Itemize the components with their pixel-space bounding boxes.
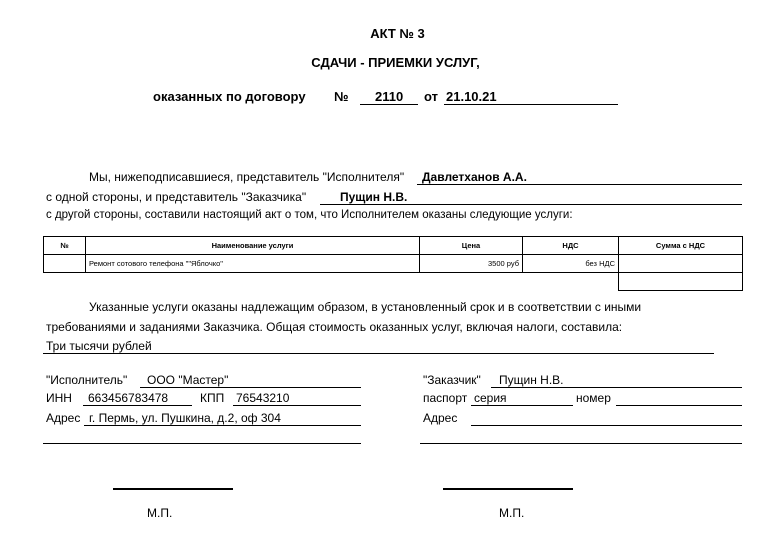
col-header-vat: НДС bbox=[523, 237, 619, 255]
col-header-number: № bbox=[44, 237, 86, 255]
series-label: серия bbox=[474, 391, 507, 405]
cell-grand-total bbox=[619, 273, 743, 291]
contract-date-underline bbox=[444, 104, 618, 105]
inn-underline bbox=[83, 405, 192, 406]
kpp-value: 76543210 bbox=[236, 391, 290, 405]
executor-name: ООО "Мастер" bbox=[147, 373, 229, 387]
passport-label: паспорт bbox=[423, 391, 468, 405]
passport-number-underline bbox=[616, 405, 742, 406]
executor-label: "Исполнитель" bbox=[46, 373, 128, 387]
executor-address-label: Адрес bbox=[46, 411, 81, 425]
executor-address-underline bbox=[84, 425, 361, 426]
intro-line-2: с одной стороны, и представитель "Заказчика" bbox=[46, 190, 307, 204]
cell-service-name: Ремонт сотового телефона ""Яблочко" bbox=[86, 255, 420, 273]
col-header-price: Цена bbox=[420, 237, 523, 255]
customer-stamp-label: М.П. bbox=[499, 506, 525, 520]
cell-price: 3500 руб bbox=[420, 255, 523, 273]
executor-address: г. Пермь, ул. Пушкина, д.2, оф 304 bbox=[89, 411, 281, 425]
contract-number-underline bbox=[360, 104, 418, 105]
customer-address-label: Адрес bbox=[423, 411, 458, 425]
cell-total bbox=[619, 255, 743, 273]
customer-name: Пущин Н.В. bbox=[499, 373, 564, 387]
customer-extra-line bbox=[420, 443, 742, 444]
customer-rep-underline bbox=[320, 204, 742, 205]
kpp-underline bbox=[233, 405, 361, 406]
executor-extra-line bbox=[43, 443, 361, 444]
act-subtitle: СДАЧИ - ПРИЕМКИ УСЛУГ, bbox=[311, 55, 480, 70]
table-header-row bbox=[44, 237, 743, 255]
executor-representative: Давлетханов А.А. bbox=[422, 170, 527, 184]
number-label: номер bbox=[576, 391, 611, 405]
intro-line-3: с другой стороны, составили настоящий акт о том, что Исполнителем оказаны следующие услуги: bbox=[46, 209, 573, 221]
executor-stamp-label: М.П. bbox=[147, 506, 173, 520]
customer-label: "Заказчик" bbox=[423, 373, 481, 387]
customer-signature-line bbox=[443, 488, 573, 490]
summary-line-1: Указанные услуги оказаны надлежащим образом, в установленный срок и в соответствии с иными bbox=[89, 300, 642, 314]
customer-representative: Пущин Н.В. bbox=[340, 190, 408, 204]
table-total-row bbox=[44, 273, 743, 291]
customer-address-underline bbox=[471, 425, 742, 426]
cell-vat: без НДС bbox=[523, 255, 619, 273]
contract-date: 21.10.21 bbox=[446, 89, 497, 104]
services-table bbox=[43, 236, 743, 291]
executor-rep-underline bbox=[417, 184, 742, 185]
executor-name-underline bbox=[140, 387, 361, 388]
inn-label: ИНН bbox=[46, 391, 72, 405]
table-row bbox=[44, 255, 743, 273]
date-prefix: от bbox=[424, 89, 438, 104]
series-underline bbox=[471, 405, 573, 406]
col-header-total-with-vat: Сумма с НДС bbox=[619, 237, 743, 255]
cell-number bbox=[44, 255, 86, 273]
number-sign: № bbox=[334, 89, 349, 104]
executor-signature-line bbox=[113, 488, 233, 490]
summary-line-2: требованиями и заданиями Заказчика. Общая стоимость оказанных услуг, включая налоги, составила: bbox=[46, 320, 623, 334]
intro-line-1: Мы, нижеподписавшиеся, представитель "Исполнителя" bbox=[89, 170, 405, 184]
act-title: АКТ № 3 bbox=[370, 26, 425, 41]
customer-name-underline bbox=[491, 387, 742, 388]
amount-underline bbox=[43, 353, 714, 354]
contract-prefix: оказанных по договору bbox=[153, 89, 306, 104]
kpp-label: КПП bbox=[200, 391, 225, 405]
amount-in-words: Три тысячи рублей bbox=[46, 339, 152, 353]
contract-number: 2110 bbox=[375, 89, 404, 104]
col-header-service-name: Наименование услуги bbox=[86, 237, 420, 255]
inn-value: 663456783478 bbox=[88, 391, 169, 405]
